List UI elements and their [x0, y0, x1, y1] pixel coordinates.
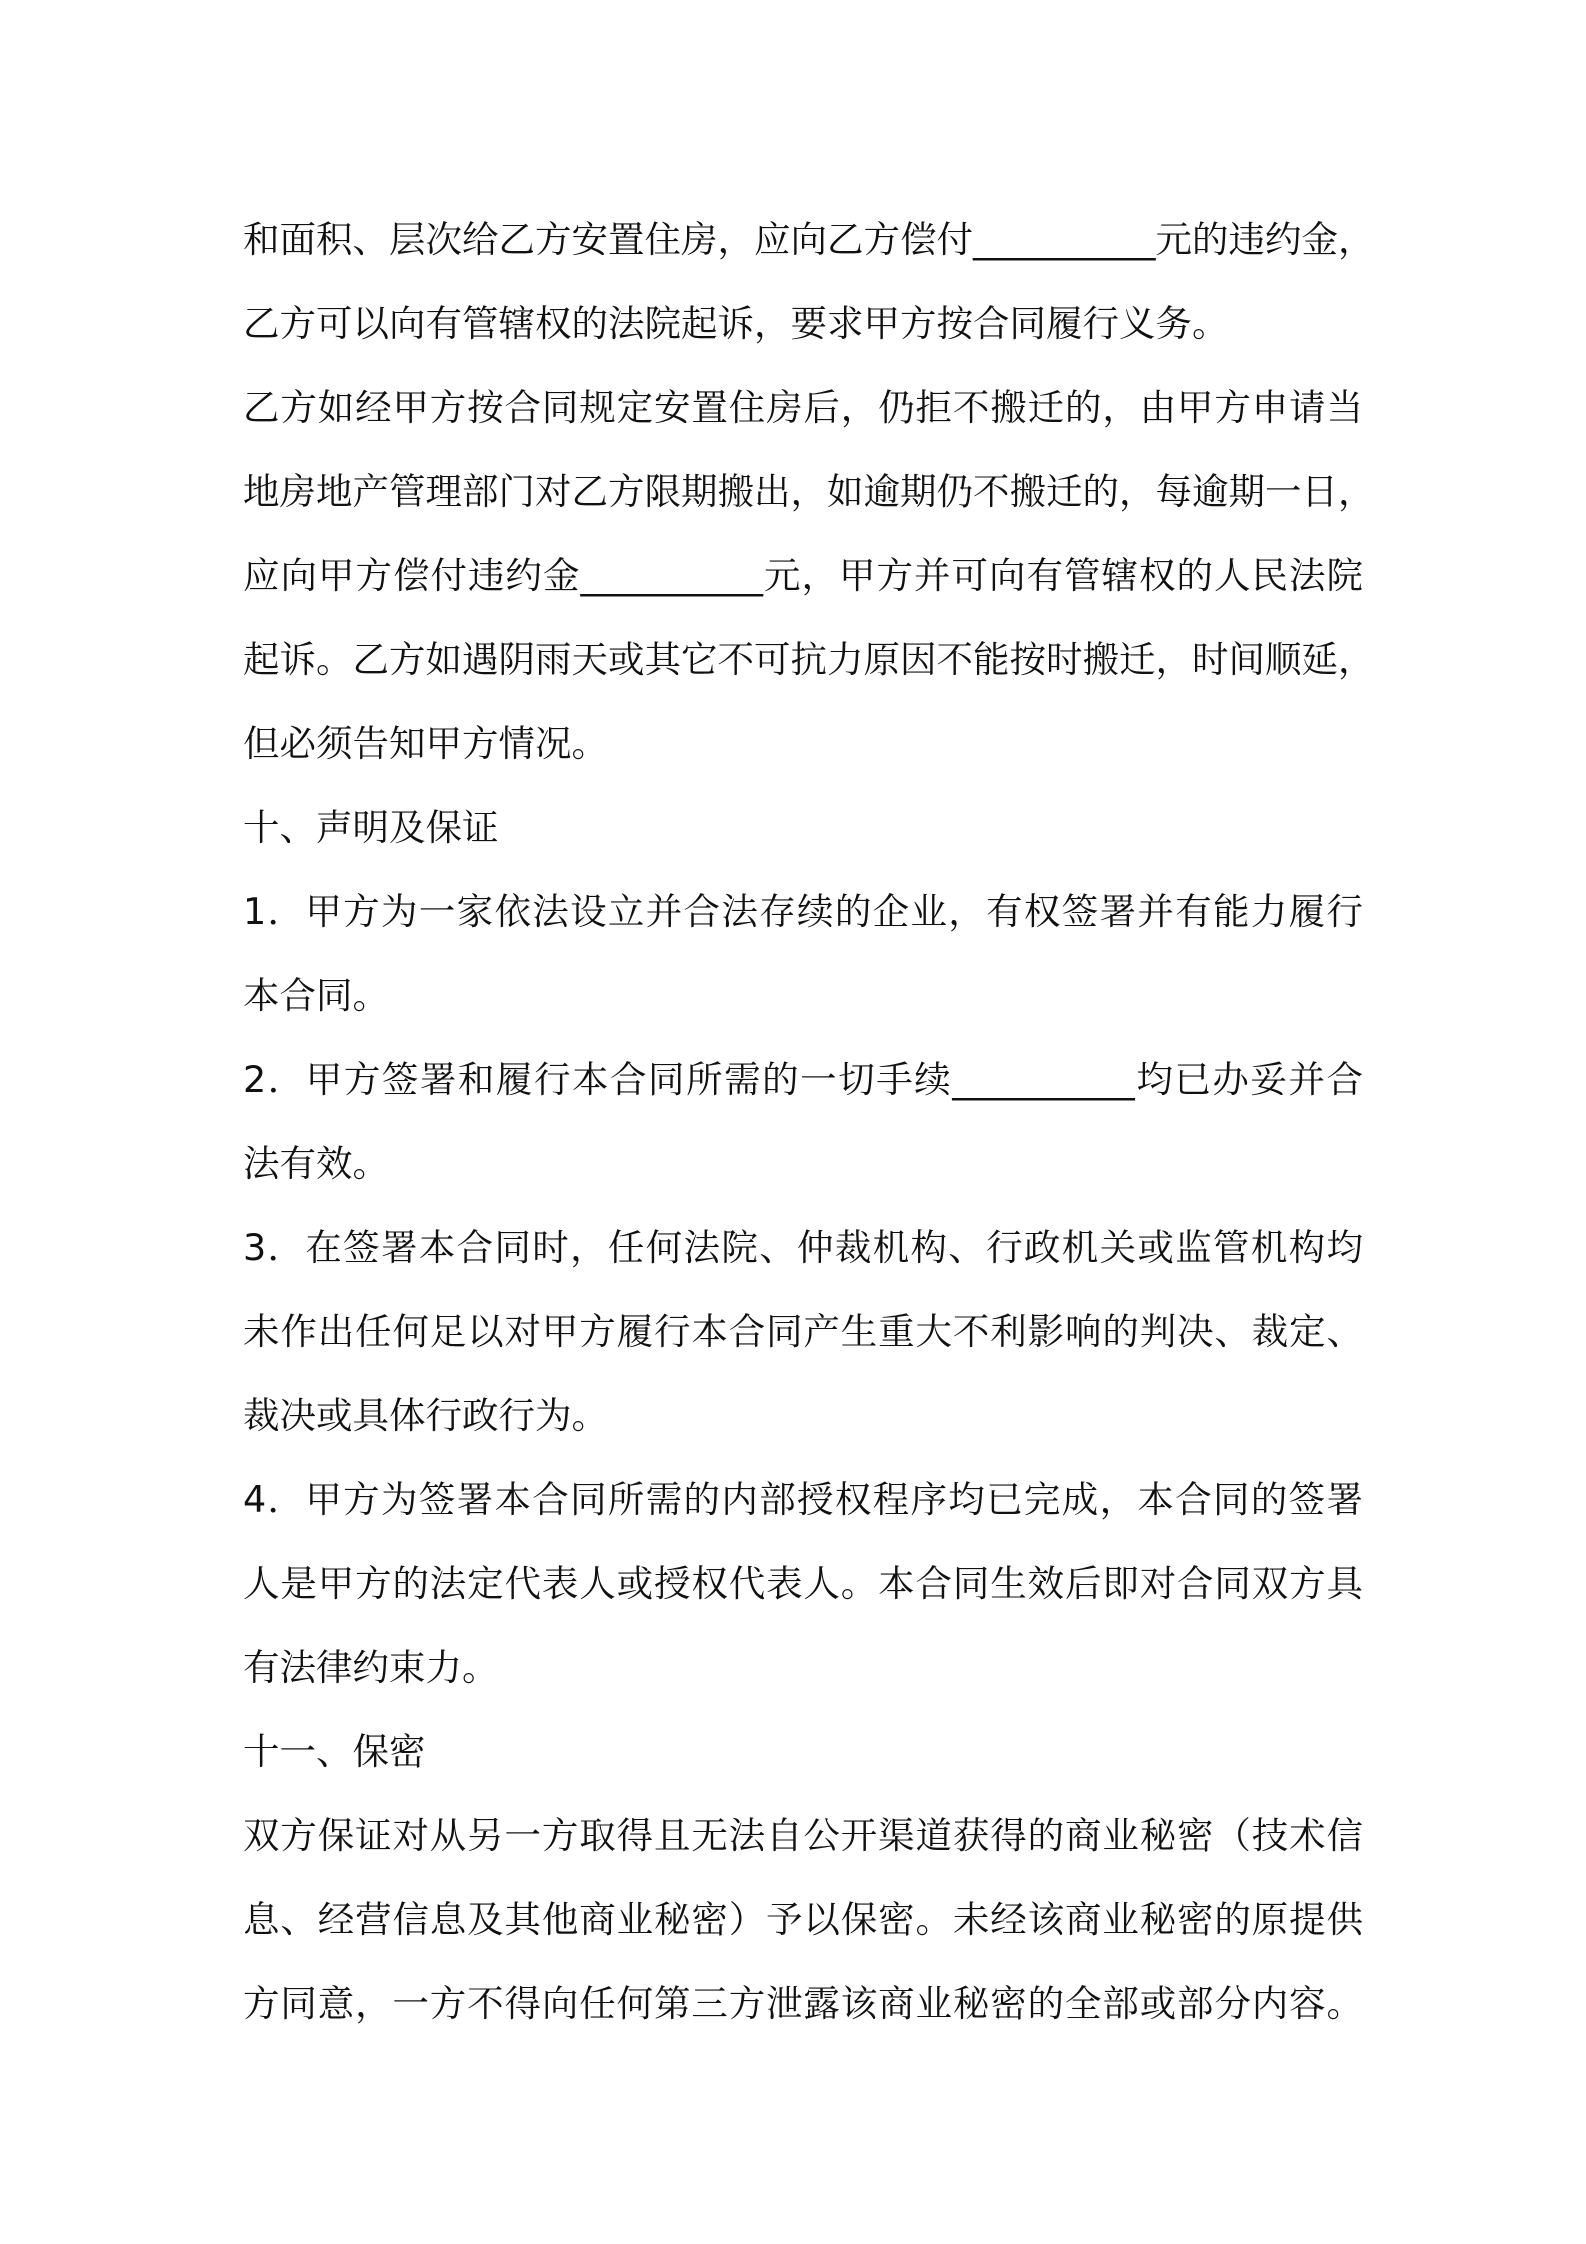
text-line: 应向甲方偿付违约金__________元，甲方并可向有管辖权的人民法院: [243, 554, 1363, 597]
text-line: 乙方如经甲方按合同规定安置住房后，仍拒不搬迁的，由甲方申请当: [243, 386, 1363, 429]
text-line: 息、经营信息及其他商业秘密）予以保密。未经该商业秘密的原提供: [243, 1898, 1363, 1941]
text-line: 起诉。乙方如遇阴雨天或其它不可抗力原因不能按时搬迁，时间顺延，: [243, 638, 1375, 681]
text-line: 未作出任何足以对甲方履行本合同产生重大不利影响的判决、裁定、: [243, 1310, 1363, 1353]
document-body: [243, 198, 1375, 2046]
text-line: 方同意，一方不得向任何第三方泄露该商业秘密的全部或部分内容。: [243, 1982, 1363, 2025]
text-line: 双方保证对从另一方取得且无法自公开渠道获得的商业秘密（技术信: [243, 1814, 1363, 1857]
section-heading: 十、声明及保证: [243, 806, 499, 849]
text-line: 但必须告知甲方情况。: [243, 722, 608, 765]
text-line: 乙方可以向有管辖权的法院起诉，要求甲方按合同履行义务。: [243, 302, 1229, 345]
text-line: 人是甲方的法定代表人或授权代表人。本合同生效后即对合同双方具: [243, 1562, 1363, 1605]
text-line: 裁决或具体行政行为。: [243, 1394, 608, 1437]
text-line: 1．甲方为一家依法设立并合法存续的企业，有权签署并有能力履行: [243, 890, 1363, 933]
text-line: 2．甲方签署和履行本合同所需的一切手续__________均已办妥并合: [243, 1058, 1363, 1101]
text-line: 本合同。: [243, 974, 389, 1017]
text-line: 法有效。: [243, 1142, 389, 1185]
text-line: 和面积、层次给乙方安置住房，应向乙方偿付__________元的违约金，: [243, 218, 1375, 261]
text-line: 有法律约束力。: [243, 1646, 499, 1689]
text-line: 3．在签署本合同时，任何法院、仲裁机构、行政机关或监管机构均: [243, 1226, 1363, 1269]
section-heading: 十一、保密: [243, 1730, 426, 1773]
text-line: 4．甲方为签署本合同所需的内部授权程序均已完成，本合同的签署: [243, 1478, 1363, 1521]
text-line: 地房地产管理部门对乙方限期搬出，如逾期仍不搬迁的，每逾期一日，: [243, 470, 1375, 513]
